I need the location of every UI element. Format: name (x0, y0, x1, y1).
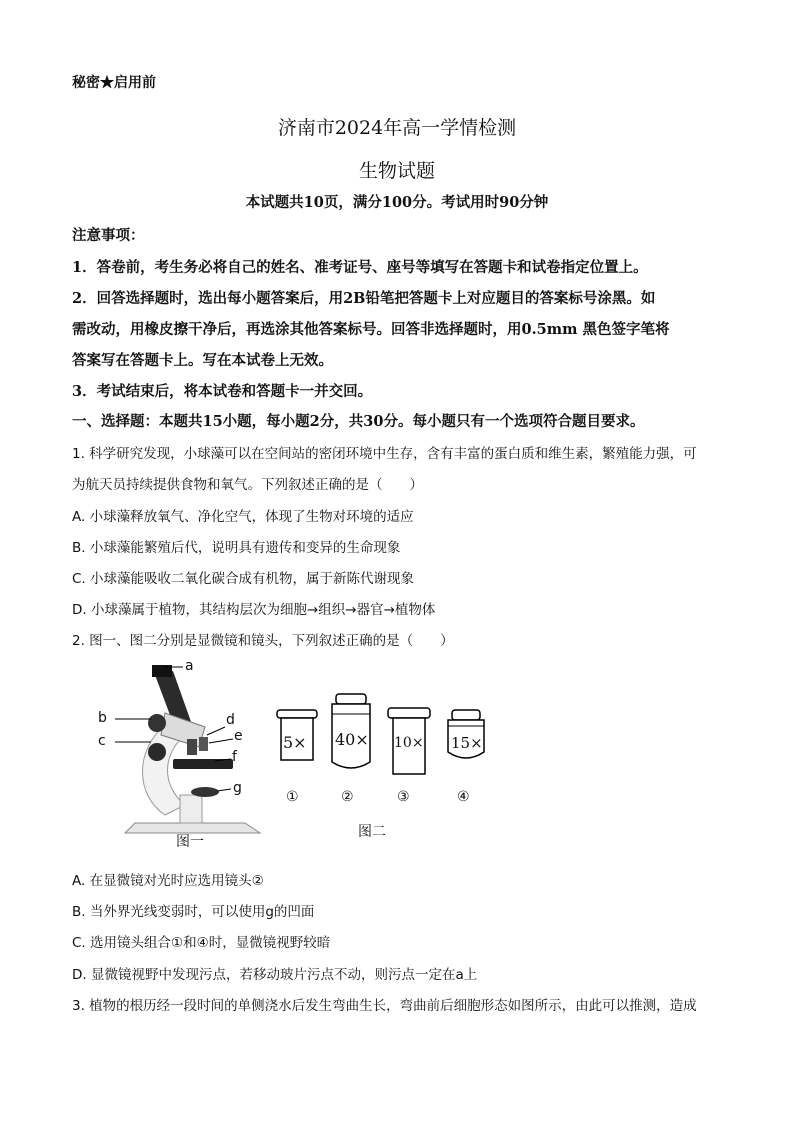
note-2-line-3: 答案写在答题卡上。写在本试卷上无效。 (72, 352, 333, 369)
lens-2-number: ② (341, 789, 354, 805)
lens-4-mag: 15× (451, 734, 483, 752)
q2-option-a: A. 在显微镜对光时应选用镜头② (72, 873, 264, 889)
microscope-stage (173, 759, 233, 769)
label-g: g (233, 780, 242, 796)
exam-info: 本试题共10页，满分100分。考试用时90分钟 (245, 194, 549, 211)
microscope-mirror (191, 787, 219, 797)
notes-heading: 注意事项： (72, 227, 145, 244)
note-2-line-2: 需改动，用橡皮擦干净后，再选涂其他答案标号。回答非选择题时，用0.5mm 黑色签字笔将 (72, 321, 670, 338)
lens-1-number: ① (286, 789, 299, 805)
q1-stem-line-2: 为航天员持续提供食物和氧气。下列叙述正确的是（ ） (72, 477, 423, 493)
lens-3-number: ③ (397, 789, 410, 805)
note-1: 1．答卷前，考生务必将自己的姓名、准考证号、座号等填写在答题卡和试卷指定位置上。 (72, 259, 648, 276)
q2-option-c: C. 选用镜头组合①和④时，显微镜视野较暗 (72, 935, 331, 951)
note-3: 3．考试结束后，将本试卷和答题卡一并交回。 (72, 383, 373, 400)
microscope-figure (95, 655, 275, 855)
q1-option-d: D. 小球藻属于植物，其结构层次为细胞→组织→器官→植物体 (72, 602, 436, 618)
subject-title: 生物试题 (358, 160, 435, 182)
q3-stem-line-1: 3. 植物的根历经一段时间的单侧浇水后发生弯曲生长，弯曲前后细胞形态如图所示，由此可以推测，造成 (72, 998, 697, 1014)
label-b: b (98, 710, 107, 726)
label-f: f (232, 749, 237, 765)
q2-option-d: D. 显微镜视野中发现污点，若移动玻片污点不动，则污点一定在a上 (72, 967, 478, 983)
q1-stem-line-1: 1. 科学研究发现，小球藻可以在空间站的密闭环境中生存，含有丰富的蛋白质和维生素，繁殖能力强，可 (72, 446, 697, 462)
label-a: a (185, 658, 194, 674)
figure-2-caption: 图二 (358, 824, 386, 840)
q1-option-c: C. 小球藻能吸收二氧化碳合成有机物，属于新陈代谢现象 (72, 571, 415, 587)
lens-1-mag: 5× (283, 733, 307, 752)
fine-focus-knob (148, 743, 166, 761)
q1-option-a: A. 小球藻释放氧气、净化空气，体现了生物对环境的适应 (72, 509, 414, 525)
q2-option-b: B. 当外界光线变弱时，可以使用g的凹面 (72, 904, 315, 920)
section-1-heading: 一、选择题：本题共15小题，每小题2分，共30分。每小题只有一个选项符合题目要求。 (72, 413, 645, 430)
label-e: e (234, 728, 243, 744)
q2-stem: 2. 图一、图二分别是显微镜和镜头，下列叙述正确的是（ ） (72, 633, 454, 649)
lens-4-number: ④ (457, 789, 470, 805)
lens-2-mag: 40× (335, 730, 369, 749)
label-c: c (98, 733, 106, 749)
label-d: d (226, 712, 235, 728)
q1-option-b: B. 小球藻能繁殖后代，说明具有遗传和变异的生命现象 (72, 540, 401, 556)
lens-3-mag: 10× (394, 735, 424, 751)
exam-title: 济南市2024年高一学情检测 (277, 117, 517, 139)
figure-1-caption: 图一 (176, 834, 204, 850)
note-2-line-1: 2．回答选择题时，选出每小题答案后，用2B铅笔把答题卡上对应题目的答案标号涂黑。如 (72, 290, 656, 307)
confidential-mark: 秘密★启用前 (72, 75, 156, 91)
coarse-focus-knob (148, 714, 166, 732)
